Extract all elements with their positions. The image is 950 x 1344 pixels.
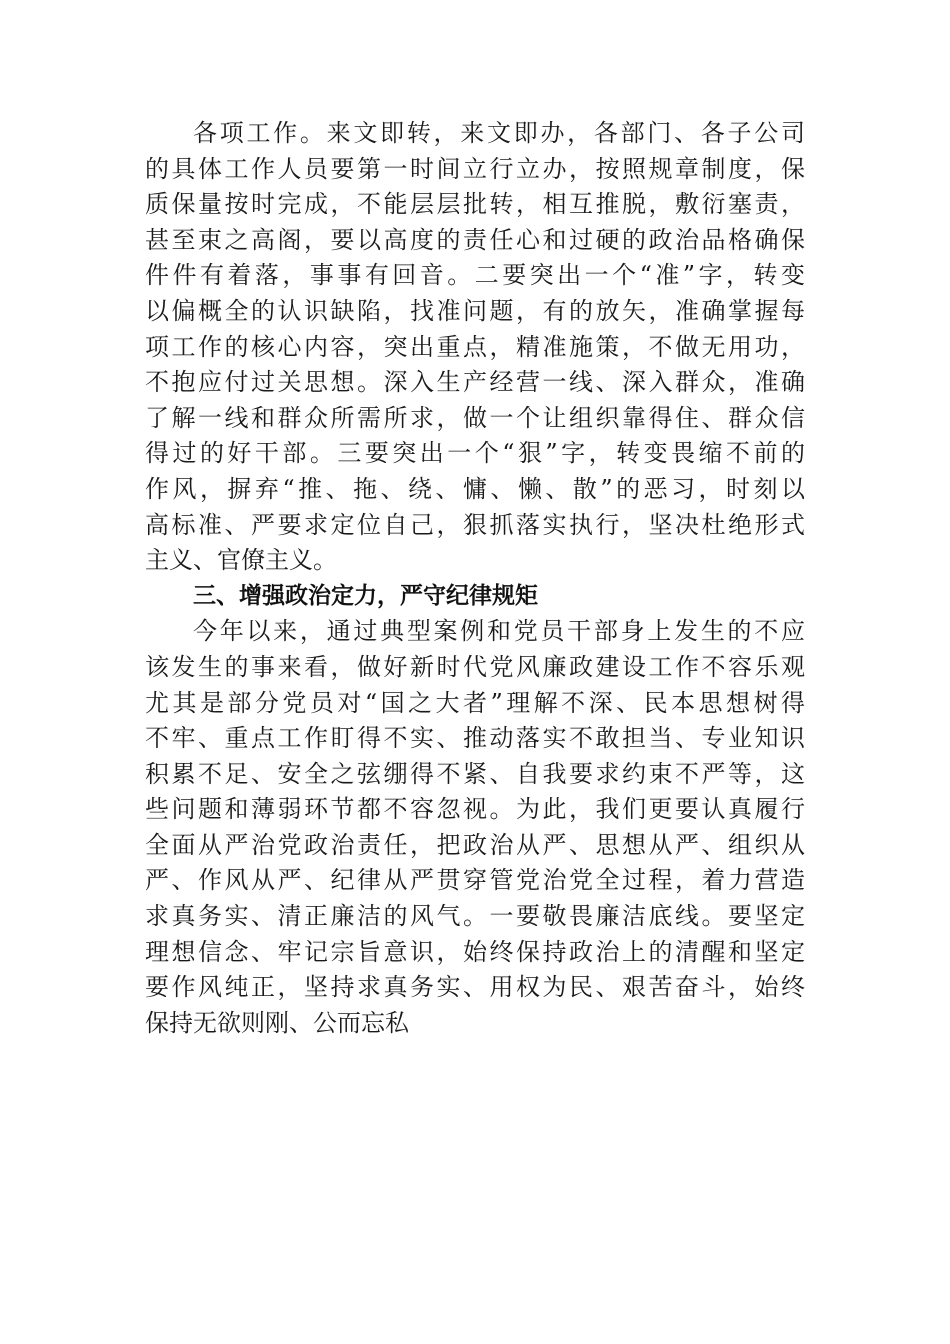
text-line: 要作风纯正，坚持求真务实、用权为民、艰苦奋斗，始终	[145, 973, 805, 1002]
text-line: 积累不足、安全之弦绷得不紧、自我要求约束不严等，这	[145, 759, 805, 788]
text-line: 主义、官僚主义。	[145, 546, 337, 575]
document-body	[145, 116, 805, 1041]
text-line: 质保量按时完成，不能层层批转，相互推脱，敷衍塞责，	[145, 190, 805, 219]
text-line: 不抱应付过关思想。深入生产经营一线、深入群众，准确	[145, 368, 805, 397]
text-line: 今年以来，通过典型案例和党员干部身上发生的不应	[193, 617, 805, 646]
text-line: 得过的好干部。三要突出一个“狠”字，转变畏缩不前的	[145, 439, 805, 468]
text-line: 以偏概全的认识缺陷，找准问题，有的放矢，准确掌握每	[145, 296, 805, 325]
text-line: 的具体工作人员要第一时间立行立办，按照规章制度，保	[145, 154, 805, 183]
paragraph-discipline	[145, 614, 805, 1041]
text-line: 作风，摒弃“推、拖、绕、慵、懒、散”的恶习，时刻以	[145, 474, 805, 503]
text-line: 项工作的核心内容，突出重点，精准施策，不做无用功，	[145, 332, 805, 361]
text-line: 甚至束之高阁，要以高度的责任心和过硬的政治品格确保	[145, 225, 805, 254]
text-line: 件件有着落，事事有回音。二要突出一个“准”字，转变	[145, 261, 805, 290]
section-heading: 三、增强政治定力，严守纪律规矩	[193, 582, 538, 609]
text-line: 保持无欲则刚、公而忘私	[145, 1008, 409, 1037]
paragraph-work-style	[145, 116, 805, 579]
text-line: 了解一线和群众所需所求，做一个让组织靠得住、群众信	[145, 403, 805, 432]
text-line: 些问题和薄弱环节都不容忽视。为此，我们更要认真履行	[145, 795, 805, 824]
text-line: 尤其是部分党员对“国之大者”理解不深、民本思想树得	[145, 688, 805, 717]
text-line: 严、作风从严、纪律从严贯穿管党治党全过程，着力营造	[145, 866, 805, 895]
text-line: 该发生的事来看，做好新时代党风廉政建设工作不容乐观	[145, 652, 805, 681]
text-line: 不牢、重点工作盯得不实、推动落实不敢担当、专业知识	[145, 724, 805, 753]
text-line: 各项工作。来文即转，来文即办，各部门、各子公司	[193, 119, 805, 147]
text-line: 求真务实、清正廉洁的风气。一要敬畏廉洁底线。要坚定	[145, 902, 805, 931]
text-line: 理想信念、牢记宗旨意识，始终保持政治上的清醒和坚定	[145, 937, 805, 966]
text-line: 全面从严治党政治责任，把政治从严、思想从严、组织从	[145, 830, 805, 859]
text-line: 高标准、严要求定位自己，狠抓落实执行，坚决杜绝形式	[145, 510, 805, 539]
